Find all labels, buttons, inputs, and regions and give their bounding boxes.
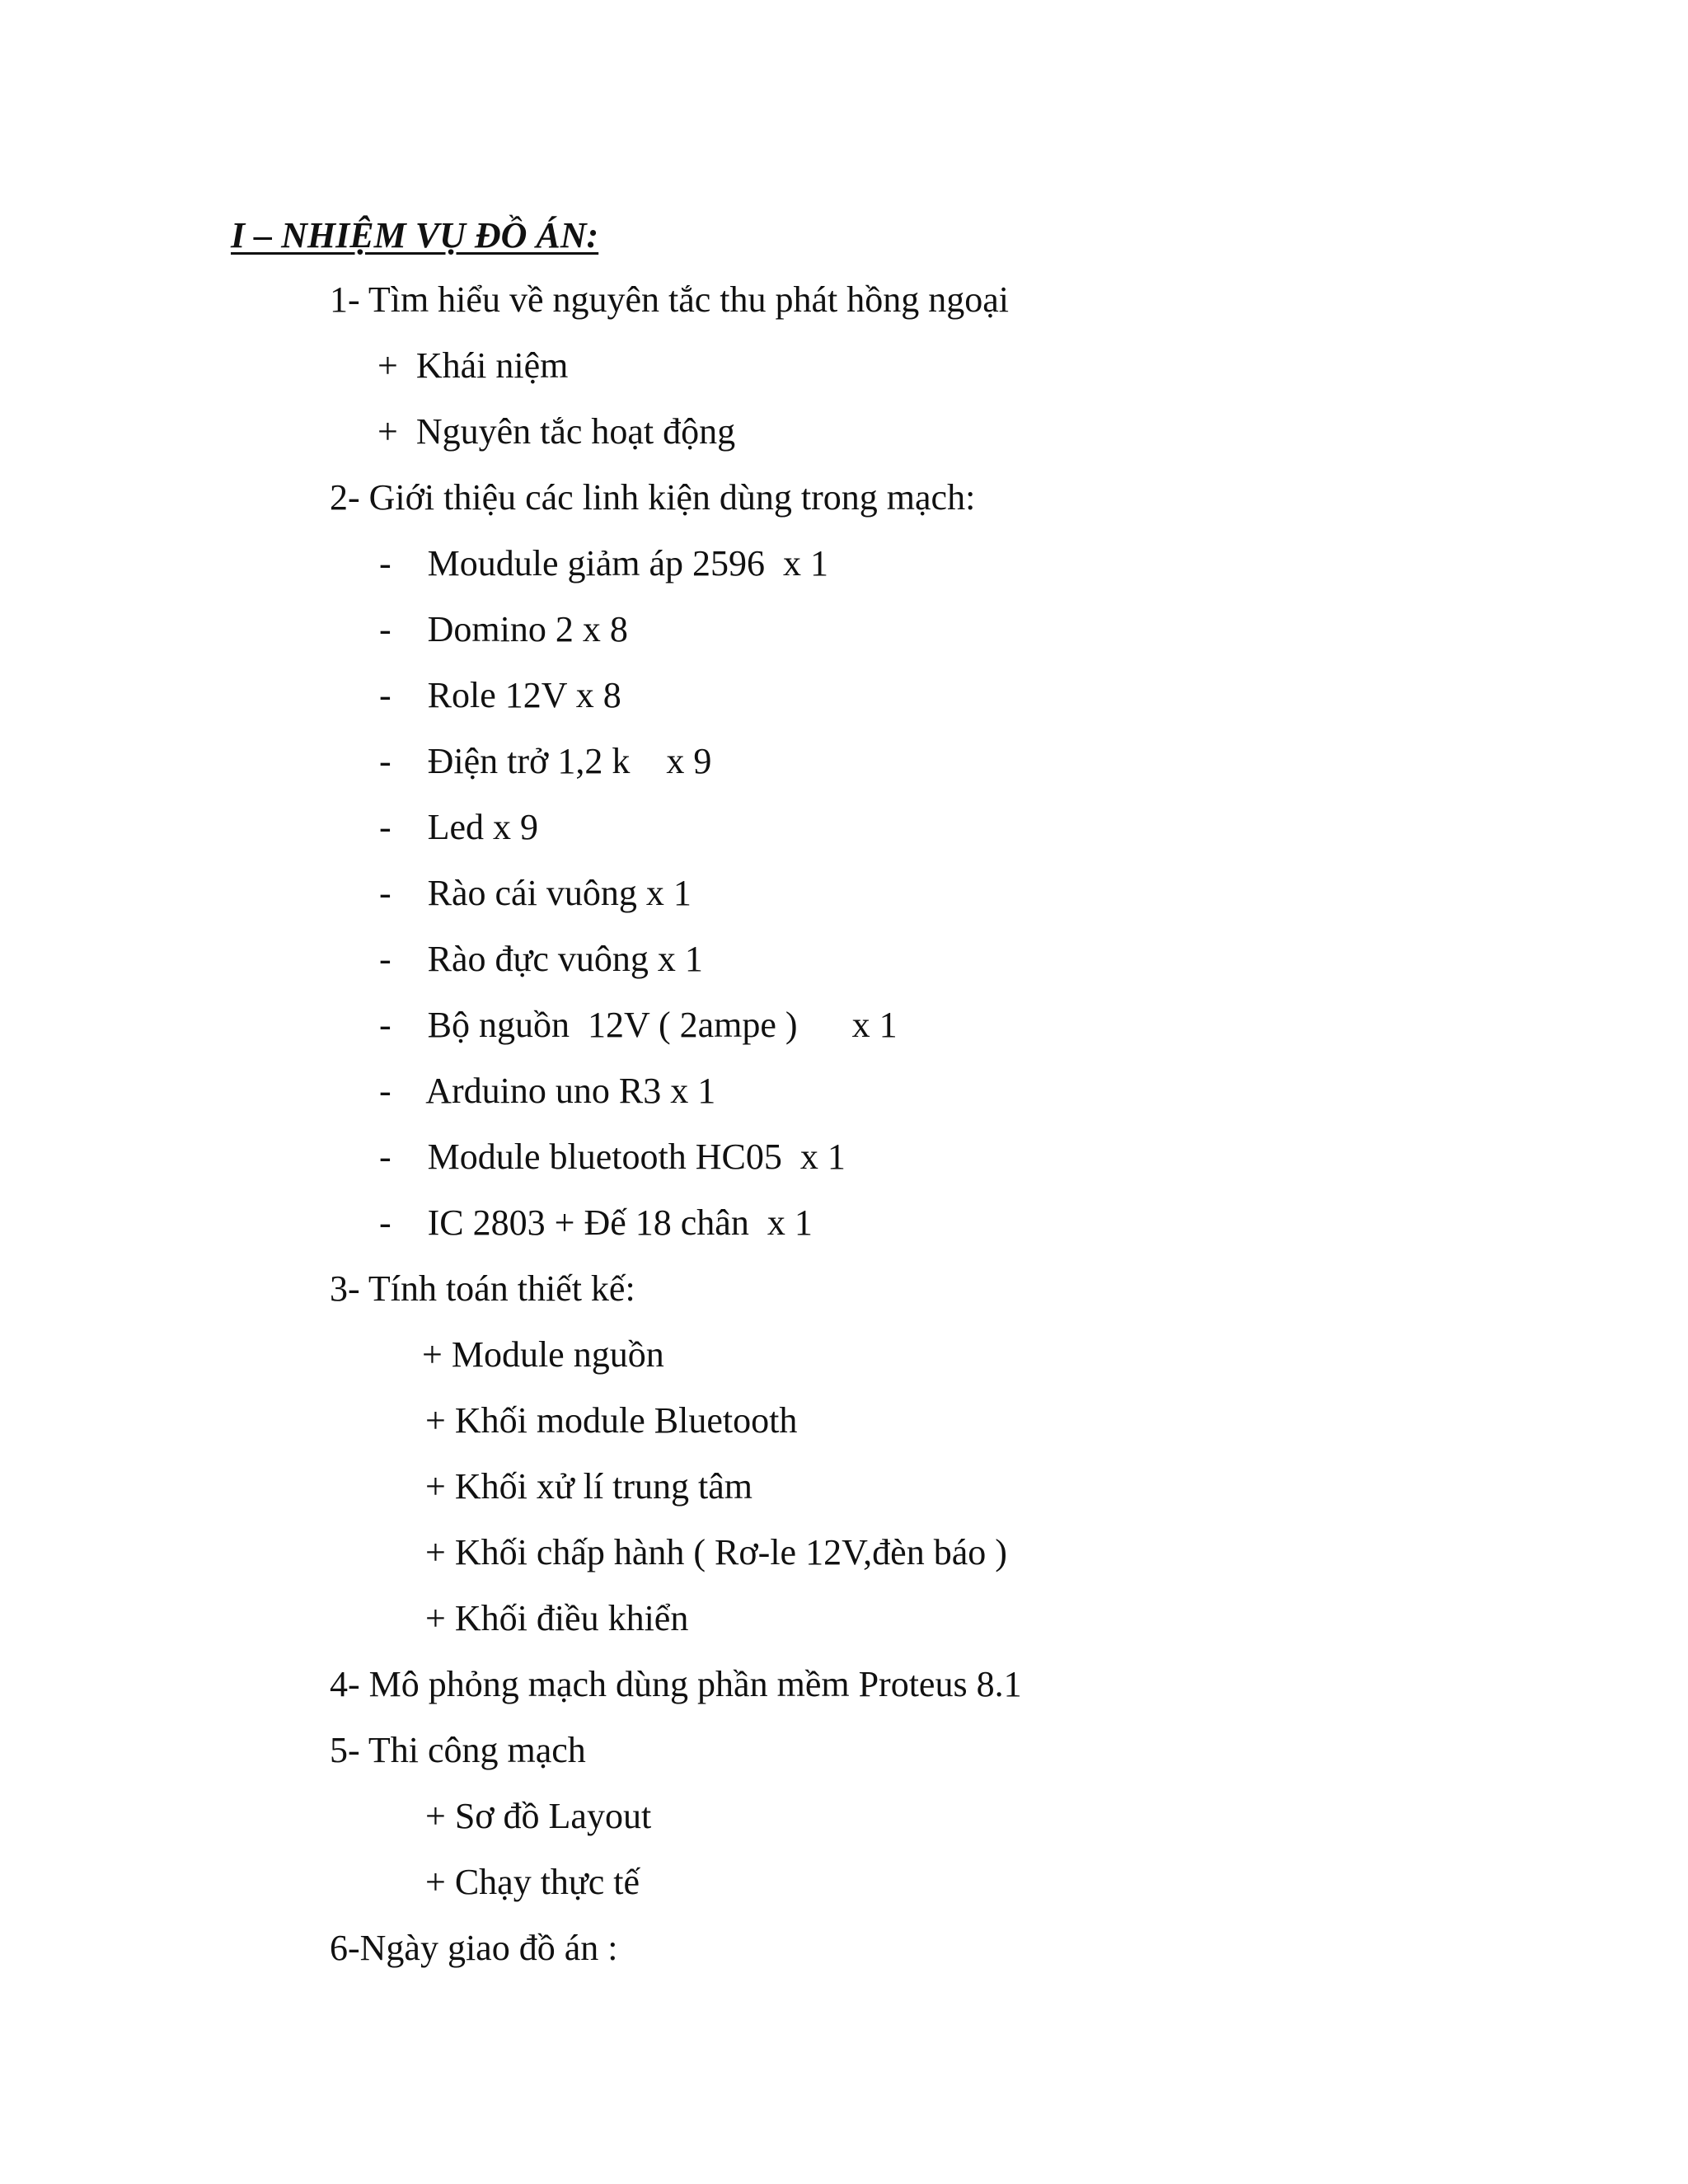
component-item: - Module bluetooth HC05 x 1 bbox=[379, 1137, 846, 1177]
sub-item: + Khối điều khiển bbox=[425, 1598, 689, 1638]
component-item: - Role 12V x 8 bbox=[379, 675, 621, 715]
component-item: - Rào đực vuông x 1 bbox=[379, 939, 703, 979]
component-item: - IC 2803 + Đế 18 chân x 1 bbox=[379, 1202, 813, 1243]
sub-item: + Khối chấp hành ( Rơ-le 12V,đèn báo ) bbox=[425, 1532, 1007, 1572]
sub-item: + Khái niệm bbox=[377, 345, 569, 386]
sub-item: + Module nguồn bbox=[422, 1334, 664, 1375]
task-item-1: 1- Tìm hiểu về nguyên tắc thu phát hồng ngoại bbox=[330, 279, 1010, 320]
component-item: - Domino 2 x 8 bbox=[379, 609, 628, 649]
sub-item: + Sơ đồ Layout bbox=[425, 1796, 652, 1836]
task-item-6: 6-Ngày giao đồ án : bbox=[330, 1928, 618, 1968]
task-item-5: 5- Thi công mạch bbox=[330, 1730, 586, 1770]
sub-item: + Nguyên tắc hoạt động bbox=[377, 411, 736, 452]
task-item-3: 3- Tính toán thiết kế: bbox=[330, 1268, 635, 1309]
task-item-4: 4- Mô phỏng mạch dùng phần mềm Proteus 8.1 bbox=[330, 1664, 1022, 1704]
component-item: - Bộ nguồn 12V ( 2ampe ) x 1 bbox=[379, 1005, 898, 1045]
section-title: I – NHIỆM VỤ ĐỒ ÁN: bbox=[231, 215, 599, 255]
component-item: - Điện trở 1,2 k x 9 bbox=[379, 741, 712, 781]
task-item-2: 2- Giới thiệu các linh kiện dùng trong mạch: bbox=[330, 477, 976, 518]
component-item: - Led x 9 bbox=[379, 807, 539, 847]
component-item: - Moudule giảm áp 2596 x 1 bbox=[379, 543, 829, 583]
component-item: - Arduino uno R3 x 1 bbox=[379, 1071, 716, 1111]
sub-item: + Khối xử lí trung tâm bbox=[425, 1466, 753, 1507]
component-item: - Rào cái vuông x 1 bbox=[379, 873, 692, 913]
sub-item: + Chạy thực tế bbox=[425, 1862, 640, 1902]
sub-item: + Khối module Bluetooth bbox=[425, 1400, 798, 1441]
